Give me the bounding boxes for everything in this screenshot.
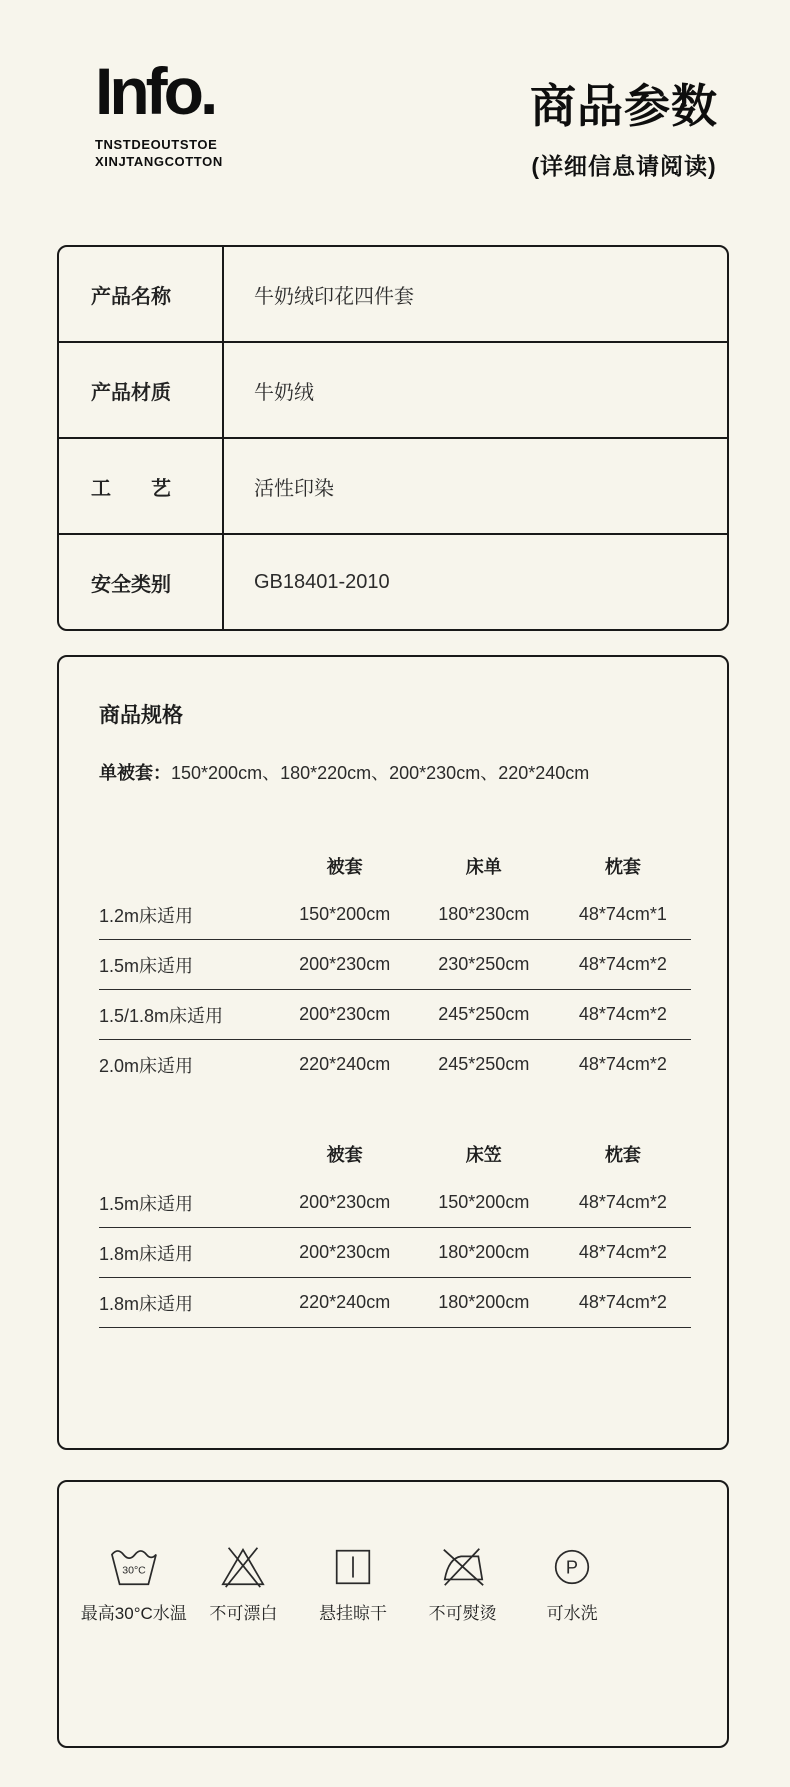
table-header: 床单 (465, 856, 502, 877)
brand-logo-subtext-line2: XINJTANGCOTTON (95, 154, 223, 170)
table-header: 被套 (326, 1144, 363, 1165)
table-cell: 48*74cm*2 (555, 940, 691, 990)
table-cell: 1.5/1.8m床适用 (99, 990, 277, 1040)
table-row (99, 1040, 691, 1090)
page-title: 商品参数 (530, 80, 718, 132)
brand-logo-subtext-line1: TNSTDEOUTSTOE (95, 136, 218, 152)
table-cell: 245*250cm (413, 990, 555, 1040)
duvet-sizes-line (99, 759, 687, 785)
table-header-empty (99, 841, 277, 890)
table-header: 被套 (326, 856, 363, 877)
param-value: 牛奶绒印花四件套 (254, 285, 414, 308)
washable-p-icon (549, 1538, 595, 1590)
param-value: GB18401-2010 (254, 570, 390, 593)
table-cell: 180*200cm (413, 1278, 555, 1328)
svg-text:30°C: 30°C (122, 1564, 146, 1577)
header (0, 0, 790, 181)
table-row (99, 1178, 691, 1228)
care-item-wash-temp (79, 1538, 189, 1624)
param-value: 牛奶绒 (254, 381, 314, 404)
table-row (99, 990, 691, 1040)
table-header-row (99, 841, 691, 890)
table-cell: 1.2m床适用 (99, 890, 277, 940)
table-cell: 48*74cm*2 (555, 990, 691, 1040)
care-label: 可水洗 (546, 1604, 598, 1623)
wash-30c-icon (109, 1538, 159, 1590)
table-header: 枕套 (604, 856, 641, 877)
table-cell: 180*200cm (413, 1228, 555, 1278)
care-label: 悬挂晾干 (318, 1604, 387, 1623)
param-value: 活性印染 (254, 477, 334, 500)
specs-card (57, 655, 729, 1450)
table-cell: 220*240cm (299, 1054, 391, 1074)
table-cell: 48*74cm*2 (555, 1178, 691, 1228)
page-subtitle: (详细信息请阅读) (531, 153, 717, 179)
param-label: 安全类别 (59, 535, 224, 629)
product-params-card (57, 245, 729, 631)
table-cell: 48*74cm*2 (555, 1278, 691, 1328)
table-cell: 1.5m床适用 (99, 1178, 277, 1228)
svg-text:P: P (566, 1557, 579, 1578)
table-cell: 200*230cm (277, 1228, 413, 1278)
table-cell: 200*230cm (277, 990, 413, 1040)
table-cell: 180*230cm (413, 890, 555, 940)
duvet-sizes-values: 150*200cm、180*220cm、200*230cm、220*240cm (171, 763, 590, 783)
no-bleach-icon (218, 1538, 268, 1590)
param-row-safety (59, 535, 727, 629)
specs-title: 商品规格 (99, 704, 183, 727)
table-row (99, 890, 691, 940)
table-header-row (99, 1129, 691, 1178)
table-header: 枕套 (604, 1144, 641, 1165)
table-cell: 200*230cm (277, 940, 413, 990)
care-label: 不可熨烫 (428, 1604, 497, 1623)
table-cell: 1.8m床适用 (99, 1228, 277, 1278)
table-cell: 2.0m床适用 (99, 1055, 194, 1076)
care-item-no-iron (408, 1538, 518, 1624)
table-cell: 48*74cm*2 (555, 1228, 691, 1278)
table-cell: 48*74cm*1 (555, 890, 691, 940)
care-item-no-bleach (189, 1538, 299, 1624)
care-label: 最高30°C水温 (80, 1604, 187, 1623)
table-row (99, 1228, 691, 1278)
no-iron-icon (437, 1538, 489, 1590)
table-cell: 220*240cm (277, 1278, 413, 1328)
param-row-material (59, 343, 727, 439)
hang-dry-icon (330, 1538, 376, 1590)
param-label: 产品名称 (59, 247, 224, 341)
table-cell: 1.8m床适用 (99, 1278, 277, 1328)
table-cell: 150*200cm (413, 1178, 555, 1228)
brand-logo-block (95, 54, 223, 171)
table-row (99, 940, 691, 990)
table-cell: 200*230cm (277, 1178, 413, 1228)
table-cell: 1.5m床适用 (99, 940, 277, 990)
care-instructions-card (57, 1480, 729, 1748)
brand-logo: Info. (95, 54, 215, 128)
title-block (530, 70, 718, 181)
table-cell: 230*250cm (413, 940, 555, 990)
size-table-flat-sheet (99, 841, 691, 1089)
param-row-name (59, 247, 727, 343)
brand-logo-subtext (95, 136, 223, 171)
table-row (99, 1278, 691, 1328)
param-row-craft (59, 439, 727, 535)
table-header: 床笠 (465, 1144, 502, 1165)
table-cell: 150*200cm (277, 890, 413, 940)
duvet-sizes-label: 单被套： (99, 763, 171, 783)
table-cell: 245*250cm (438, 1054, 530, 1074)
care-label: 不可漂白 (209, 1604, 278, 1623)
param-label: 产品材质 (59, 343, 224, 437)
table-header-empty (99, 1129, 277, 1178)
care-item-hang-dry (298, 1538, 408, 1624)
table-cell: 48*74cm*2 (578, 1054, 667, 1074)
param-label: 工 艺 (59, 439, 224, 533)
care-item-washable (517, 1538, 627, 1624)
size-table-fitted-sheet (99, 1129, 691, 1328)
